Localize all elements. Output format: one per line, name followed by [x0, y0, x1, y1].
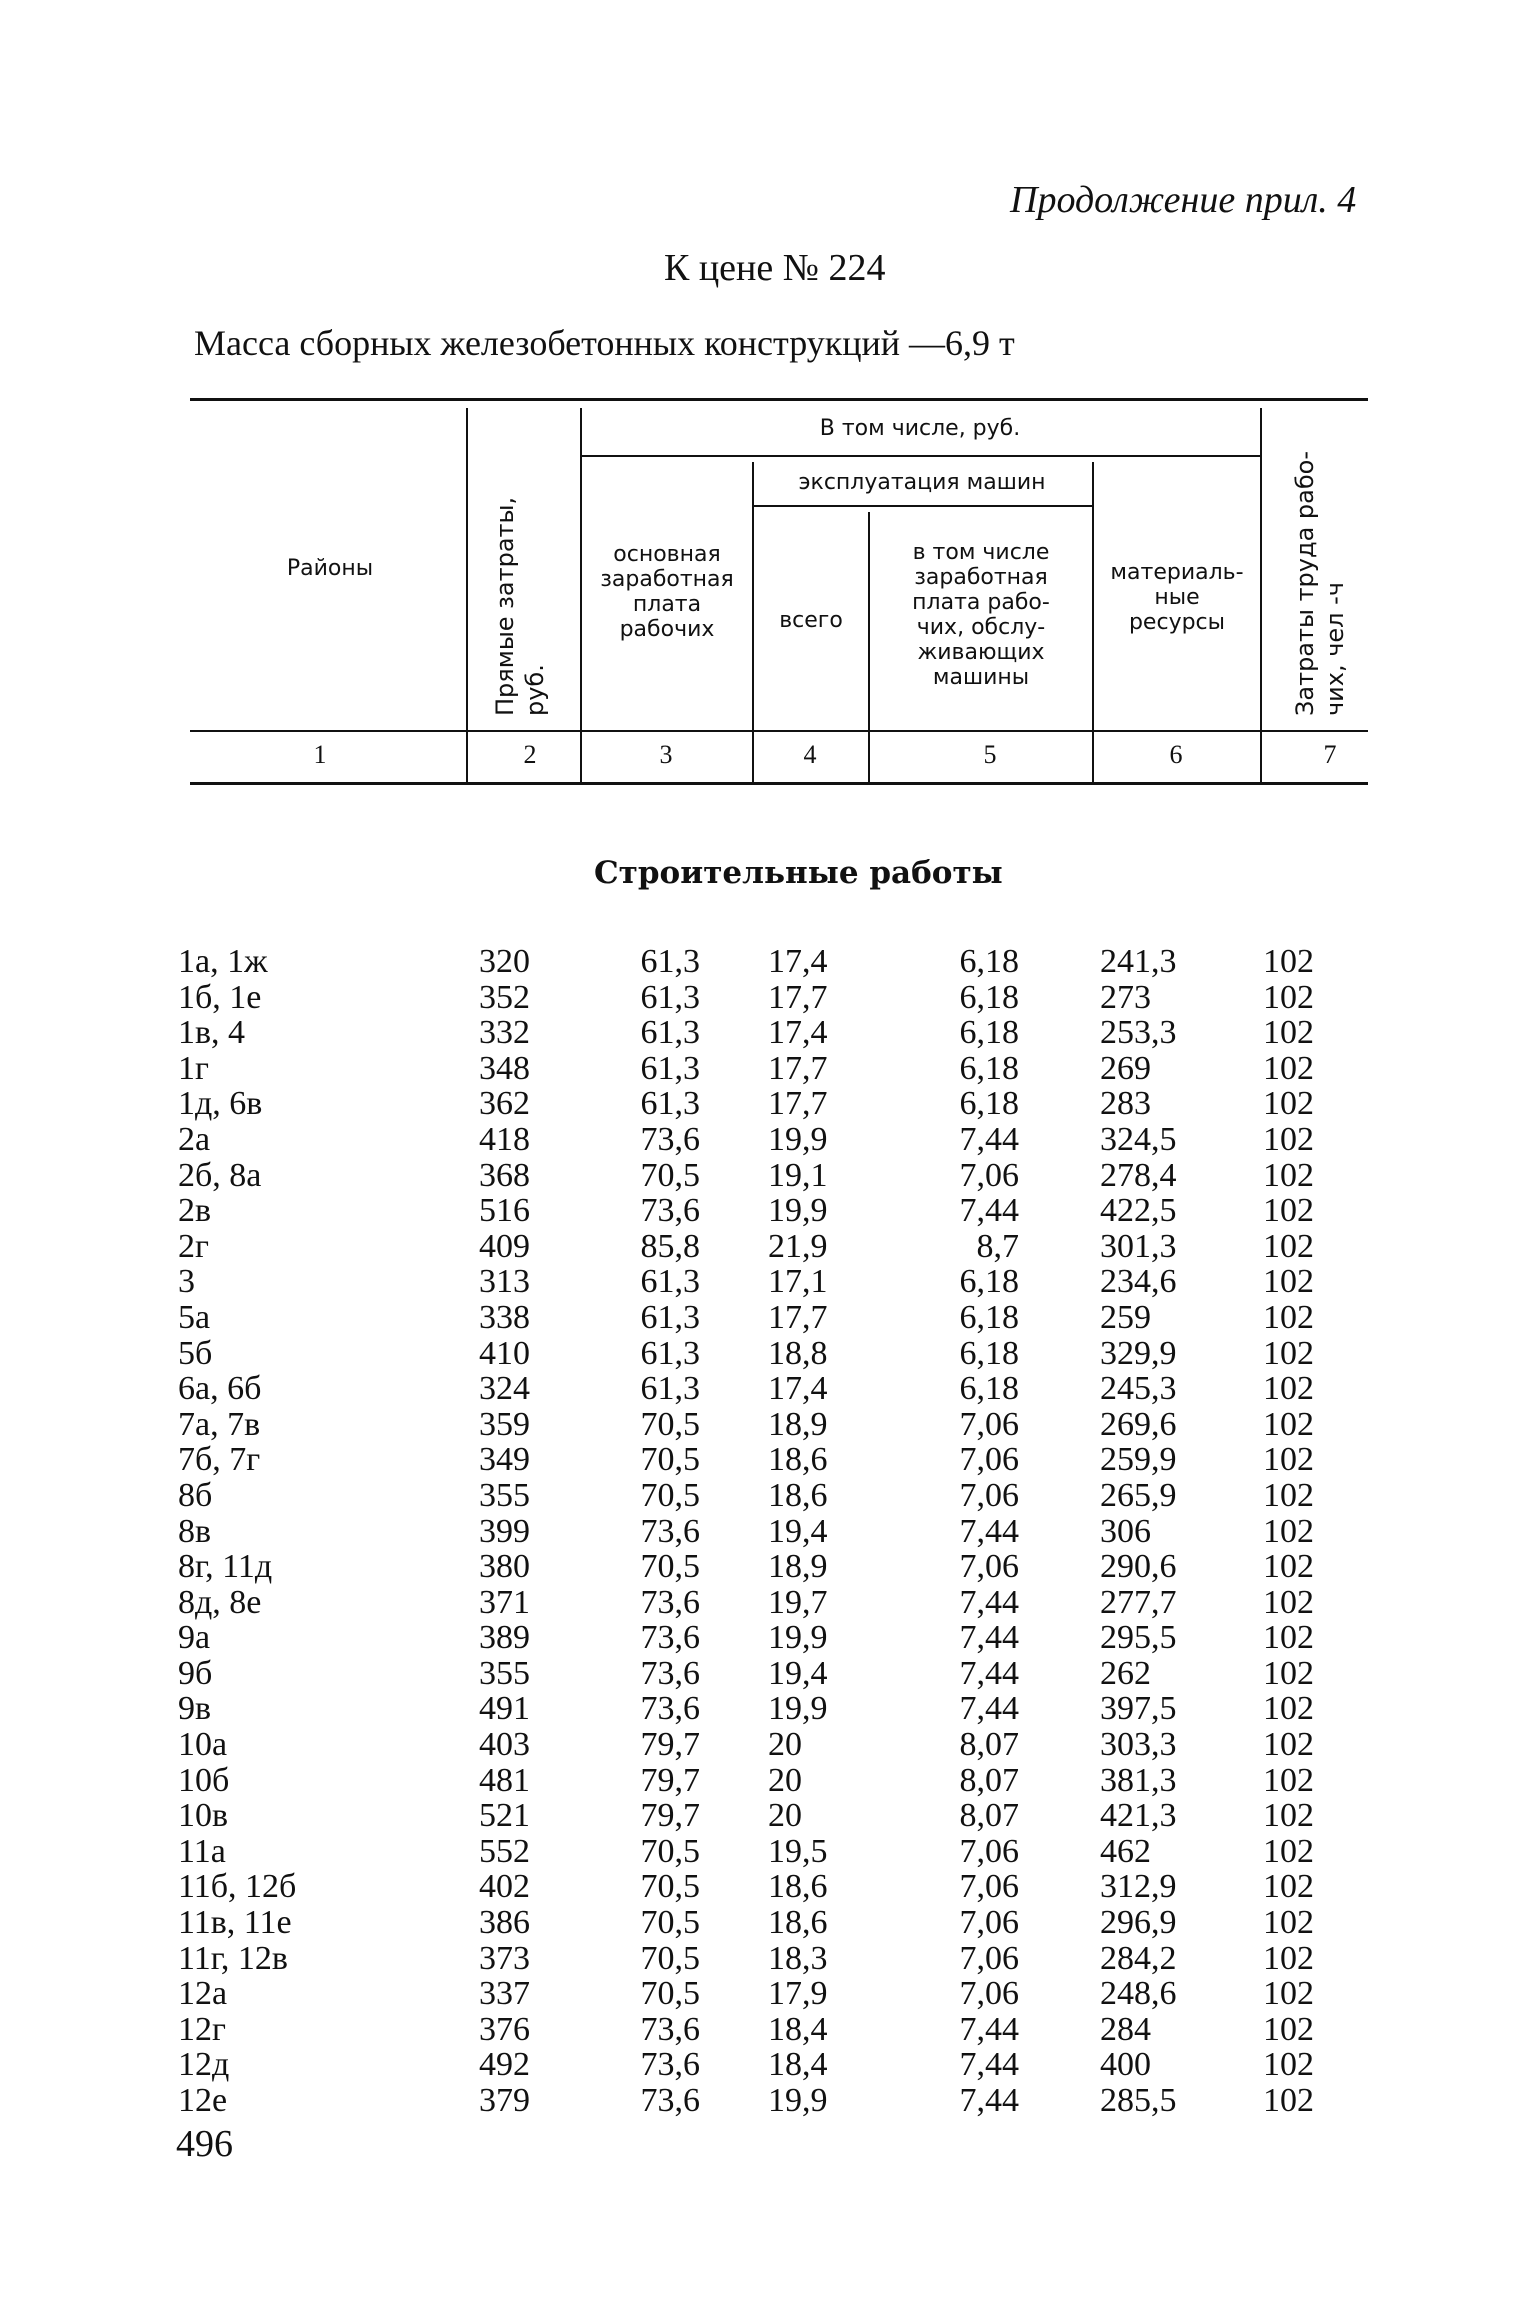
cell-labor: 102	[1263, 1939, 1314, 1977]
header-direct-costs: Прямые затраты, руб.	[491, 496, 549, 716]
cell-labor: 102	[1263, 1512, 1314, 1550]
cell-machine-wage: 8,07	[959, 1797, 1019, 1835]
cell-machine-wage: 7,06	[959, 1904, 1019, 1942]
cell-region: 12д	[178, 2046, 230, 2084]
cell-machine-wage: 6,18	[959, 1085, 1019, 1123]
table-row	[0, 1371, 1520, 1407]
cell-material: 329,9	[1100, 1334, 1177, 1372]
cell-machine-wage: 7,06	[959, 1548, 1019, 1586]
table-row	[0, 1869, 1520, 1905]
cell-base-wage: 61,3	[640, 978, 700, 1016]
table-top-rule	[190, 398, 1368, 401]
header-regions: Районы	[286, 556, 374, 581]
table-row	[0, 1193, 1520, 1229]
cell-labor: 102	[1263, 1156, 1314, 1194]
cell-base-wage: 70,5	[640, 1868, 700, 1906]
table-row	[0, 1798, 1520, 1834]
cell-base-wage: 61,3	[640, 943, 700, 980]
cell-base-wage: 61,3	[640, 1298, 700, 1336]
cell-direct-costs: 376	[479, 2010, 530, 2048]
cell-base-wage: 70,5	[640, 1904, 700, 1942]
cell-region: 12г	[178, 2010, 226, 2048]
cell-direct-costs: 389	[479, 1619, 530, 1657]
divider-1	[466, 408, 468, 782]
cell-labor: 102	[1263, 1405, 1314, 1443]
cell-direct-costs: 337	[479, 1975, 530, 2013]
cell-machines-total: 17,7	[768, 1049, 828, 1087]
cell-machines-total: 21,9	[768, 1227, 828, 1265]
cell-base-wage: 79,7	[640, 1797, 700, 1835]
divider-6	[1260, 408, 1262, 782]
cell-labor: 102	[1263, 1441, 1314, 1479]
cell-labor: 102	[1263, 1583, 1314, 1621]
cell-machine-wage: 7,06	[959, 1405, 1019, 1443]
cell-base-wage: 85,8	[640, 1227, 700, 1265]
cell-labor: 102	[1263, 1476, 1314, 1514]
cell-region: 1д, 6в	[178, 1085, 263, 1123]
table-row	[0, 1620, 1520, 1656]
cell-direct-costs: 481	[479, 1761, 530, 1799]
cell-region: 9а	[178, 1619, 211, 1657]
cell-machines-total: 19,9	[768, 1192, 828, 1230]
table-row	[0, 1834, 1520, 1870]
cell-material: 306	[1100, 1512, 1151, 1550]
cell-region: 1б, 1е	[178, 978, 262, 1016]
numbers-bottom-rule	[190, 782, 1368, 785]
cell-labor: 102	[1263, 1797, 1314, 1835]
table-row	[0, 1478, 1520, 1514]
cell-direct-costs: 491	[479, 1690, 530, 1728]
cell-direct-costs: 359	[479, 1405, 530, 1443]
col-number-4: 4	[803, 740, 817, 769]
cell-machine-wage: 7,44	[959, 2010, 1019, 2048]
cell-material: 241,3	[1100, 943, 1177, 980]
cell-direct-costs: 516	[479, 1192, 530, 1230]
cell-direct-costs: 403	[479, 1726, 530, 1764]
cell-machine-wage: 7,44	[959, 1690, 1019, 1728]
cell-direct-costs: 402	[479, 1868, 530, 1906]
cell-labor: 102	[1263, 1085, 1314, 1123]
header-bottom-rule	[190, 730, 1368, 732]
cell-direct-costs: 379	[479, 2082, 530, 2119]
page-number: 496	[176, 2123, 233, 2165]
cell-labor: 102	[1263, 1868, 1314, 1906]
cell-material: 269,6	[1100, 1405, 1177, 1443]
cell-machine-wage: 6,18	[959, 978, 1019, 1016]
cell-machines-total: 19,9	[768, 1120, 828, 1158]
table-row	[0, 1051, 1520, 1087]
cell-labor: 102	[1263, 1975, 1314, 2013]
cell-region: 3	[178, 1263, 195, 1301]
cell-labor: 102	[1263, 1192, 1314, 1230]
header-group-machines: эксплуатация машин	[798, 470, 1046, 495]
cell-material: 290,6	[1100, 1548, 1177, 1586]
table-row	[0, 1264, 1520, 1300]
cell-machine-wage: 6,18	[959, 1014, 1019, 1052]
cell-machines-total: 19,7	[768, 1583, 828, 1621]
cell-base-wage: 70,5	[640, 1548, 700, 1586]
cell-region: 8б	[178, 1476, 213, 1514]
cell-material: 397,5	[1100, 1690, 1177, 1728]
cell-base-wage: 70,5	[640, 1939, 700, 1977]
cell-machine-wage: 7,06	[959, 1832, 1019, 1870]
table-row	[0, 1585, 1520, 1621]
cell-direct-costs: 338	[479, 1298, 530, 1336]
section-title: Строительные работы	[594, 855, 1003, 891]
cell-machine-wage: 8,07	[959, 1761, 1019, 1799]
col-number-3: 3	[659, 740, 673, 769]
cell-labor: 102	[1263, 1049, 1314, 1087]
cell-direct-costs: 362	[479, 1085, 530, 1123]
cell-base-wage: 73,6	[640, 1512, 700, 1550]
cell-labor: 102	[1263, 1014, 1314, 1052]
cell-material: 312,9	[1100, 1868, 1177, 1906]
cell-machine-wage: 7,44	[959, 1120, 1019, 1158]
col-number-6: 6	[1169, 740, 1183, 769]
table-row	[0, 1976, 1520, 2012]
cell-material: 273	[1100, 978, 1151, 1016]
cell-material: 296,9	[1100, 1904, 1177, 1942]
cell-machines-total: 18,4	[768, 2046, 828, 2084]
cell-material: 259,9	[1100, 1441, 1177, 1479]
cell-direct-costs: 324	[479, 1370, 530, 1408]
cell-direct-costs: 355	[479, 1654, 530, 1692]
cell-material: 295,5	[1100, 1619, 1177, 1657]
cell-region: 11в, 11е	[178, 1904, 292, 1942]
cell-material: 248,6	[1100, 1975, 1177, 2013]
table-row	[0, 1763, 1520, 1799]
cell-region: 5а	[178, 1298, 211, 1336]
mass-line: Масса сборных железобетонных конструкций —6,9 т	[194, 323, 1015, 363]
cell-direct-costs: 371	[479, 1583, 530, 1621]
cell-material: 278,4	[1100, 1156, 1177, 1194]
cell-machines-total: 19,5	[768, 1832, 828, 1870]
cell-labor: 102	[1263, 1832, 1314, 1870]
cell-region: 10в	[178, 1797, 229, 1835]
cell-region: 1а, 1ж	[178, 943, 268, 980]
cell-labor: 102	[1263, 1654, 1314, 1692]
table-row	[0, 1442, 1520, 1478]
cell-region: 11а	[178, 1832, 226, 1870]
price-title: К цене № 224	[664, 247, 886, 289]
cell-material: 265,9	[1100, 1476, 1177, 1514]
cell-material: 303,3	[1100, 1726, 1177, 1764]
cell-labor: 102	[1263, 1690, 1314, 1728]
cell-machines-total: 17,4	[768, 1370, 828, 1408]
header-labor-costs: Затраты труда рабо- чих, чел -ч	[1291, 450, 1349, 716]
cell-direct-costs: 552	[479, 1832, 530, 1870]
cell-labor: 102	[1263, 1334, 1314, 1372]
header-machine-wage: в том числе заработная плата рабо- чих, обслу- живающих машины	[912, 540, 1050, 690]
continuation-note: Продолжение прил. 4	[1010, 179, 1357, 221]
header-material: материаль- ные ресурсы	[1110, 560, 1244, 635]
cell-machines-total: 18,9	[768, 1548, 828, 1586]
cell-machines-total: 17,7	[768, 978, 828, 1016]
cell-direct-costs: 320	[479, 943, 530, 980]
cell-machines-total: 19,9	[768, 1619, 828, 1657]
cell-machines-total: 17,4	[768, 1014, 828, 1052]
cell-material: 462	[1100, 1832, 1151, 1870]
cell-machines-total: 17,1	[768, 1263, 828, 1301]
cell-machines-total: 20	[768, 1761, 802, 1799]
table-row	[0, 1015, 1520, 1051]
cell-machine-wage: 7,06	[959, 1476, 1019, 1514]
cell-region: 2а	[178, 1120, 211, 1158]
cell-base-wage: 70,5	[640, 1975, 700, 2013]
cell-machine-wage: 6,18	[959, 943, 1019, 980]
cell-direct-costs: 410	[479, 1334, 530, 1372]
table-row	[0, 944, 1520, 980]
cell-region: 5б	[178, 1334, 213, 1372]
cell-machine-wage: 8,7	[976, 1227, 1019, 1265]
table-row	[0, 1229, 1520, 1265]
cell-direct-costs: 373	[479, 1939, 530, 1977]
cell-labor: 102	[1263, 1120, 1314, 1158]
cell-labor: 102	[1263, 1548, 1314, 1586]
cell-region: 8в	[178, 1512, 212, 1550]
cell-machine-wage: 7,44	[959, 1512, 1019, 1550]
cell-direct-costs: 368	[479, 1156, 530, 1194]
cell-base-wage: 61,3	[640, 1334, 700, 1372]
col-number-2: 2	[523, 740, 537, 769]
cell-labor: 102	[1263, 2082, 1314, 2119]
cell-labor: 102	[1263, 978, 1314, 1016]
cell-direct-costs: 348	[479, 1049, 530, 1087]
cell-machines-total: 18,8	[768, 1334, 828, 1372]
table-row	[0, 2012, 1520, 2048]
cell-material: 324,5	[1100, 1120, 1177, 1158]
cell-labor: 102	[1263, 1370, 1314, 1408]
cell-material: 253,3	[1100, 1014, 1177, 1052]
cell-machine-wage: 7,06	[959, 1868, 1019, 1906]
cell-direct-costs: 409	[479, 1227, 530, 1265]
table-row	[0, 1086, 1520, 1122]
cell-machine-wage: 7,06	[959, 1975, 1019, 2013]
cell-labor: 102	[1263, 1227, 1314, 1265]
cell-material: 421,3	[1100, 1797, 1177, 1835]
cell-machines-total: 20	[768, 1726, 802, 1764]
cell-region: 10б	[178, 1761, 230, 1799]
cell-labor: 102	[1263, 2010, 1314, 2048]
cell-machines-total: 18,6	[768, 1441, 828, 1479]
cell-machines-total: 18,6	[768, 1904, 828, 1942]
col-number-1: 1	[313, 740, 327, 769]
table-row	[0, 2047, 1520, 2083]
cell-machine-wage: 7,44	[959, 1192, 1019, 1230]
cell-base-wage: 70,5	[640, 1476, 700, 1514]
table-row	[0, 1656, 1520, 1692]
table-row	[0, 980, 1520, 1016]
cell-material: 259	[1100, 1298, 1151, 1336]
cell-material: 381,3	[1100, 1761, 1177, 1799]
cell-labor: 102	[1263, 1263, 1314, 1301]
cell-base-wage: 73,6	[640, 2046, 700, 2084]
table-row	[0, 1549, 1520, 1585]
cell-region: 6а, 6б	[178, 1370, 262, 1408]
cell-machines-total: 17,7	[768, 1298, 828, 1336]
cell-machines-total: 20	[768, 1797, 802, 1835]
cell-machines-total: 17,4	[768, 943, 828, 980]
table-row	[0, 2083, 1520, 2119]
cell-direct-costs: 386	[479, 1904, 530, 1942]
cell-region: 2г	[178, 1227, 209, 1265]
cell-machines-total: 18,6	[768, 1476, 828, 1514]
cell-base-wage: 73,6	[640, 1583, 700, 1621]
cell-direct-costs: 349	[479, 1441, 530, 1479]
cell-machine-wage: 7,44	[959, 1619, 1019, 1657]
table-row	[0, 1300, 1520, 1336]
cell-labor: 102	[1263, 1298, 1314, 1336]
cell-base-wage: 61,3	[640, 1370, 700, 1408]
cell-region: 11г, 12в	[178, 1939, 288, 1977]
cell-labor: 102	[1263, 2046, 1314, 2084]
cell-base-wage: 61,3	[640, 1085, 700, 1123]
cell-base-wage: 70,5	[640, 1405, 700, 1443]
cell-direct-costs: 313	[479, 1263, 530, 1301]
cell-direct-costs: 418	[479, 1120, 530, 1158]
cell-material: 277,7	[1100, 1583, 1177, 1621]
cell-machines-total: 18,9	[768, 1405, 828, 1443]
cell-material: 422,5	[1100, 1192, 1177, 1230]
cell-machine-wage: 7,06	[959, 1441, 1019, 1479]
header-group-including: В том числе, руб.	[819, 416, 1021, 441]
cell-region: 2в	[178, 1192, 212, 1230]
cell-direct-costs: 380	[479, 1548, 530, 1586]
table-row	[0, 1691, 1520, 1727]
cell-base-wage: 73,6	[640, 1120, 700, 1158]
cell-machine-wage: 6,18	[959, 1263, 1019, 1301]
col-number-7: 7	[1323, 740, 1337, 769]
col-number-5: 5	[983, 740, 997, 769]
cell-region: 10а	[178, 1726, 228, 1764]
cell-machine-wage: 6,18	[959, 1298, 1019, 1336]
cell-region: 11б, 12б	[178, 1868, 297, 1906]
table-row	[0, 1727, 1520, 1763]
cell-region: 9б	[178, 1654, 213, 1692]
cell-region: 8д, 8е	[178, 1583, 262, 1621]
cell-machine-wage: 7,44	[959, 1654, 1019, 1692]
table-row	[0, 1941, 1520, 1977]
cell-material: 269	[1100, 1049, 1151, 1087]
cell-labor: 102	[1263, 1726, 1314, 1764]
table-row	[0, 1905, 1520, 1941]
cell-material: 400	[1100, 2046, 1151, 2084]
cell-material: 301,3	[1100, 1227, 1177, 1265]
cell-direct-costs: 492	[479, 2046, 530, 2084]
cell-labor: 102	[1263, 1761, 1314, 1799]
cell-labor: 102	[1263, 943, 1314, 980]
cell-direct-costs: 352	[479, 978, 530, 1016]
cell-machines-total: 18,4	[768, 2010, 828, 2048]
cell-machine-wage: 7,44	[959, 1583, 1019, 1621]
cell-region: 8г, 11д	[178, 1548, 273, 1586]
header-machines-total: всего	[779, 608, 843, 633]
cell-material: 284	[1100, 2010, 1151, 2048]
cell-machine-wage: 7,44	[959, 2082, 1019, 2119]
cell-base-wage: 79,7	[640, 1761, 700, 1799]
cell-region: 1г	[178, 1049, 209, 1087]
table-row	[0, 1336, 1520, 1372]
cell-base-wage: 73,6	[640, 2010, 700, 2048]
group-machines-rule	[752, 505, 1092, 507]
cell-direct-costs: 332	[479, 1014, 530, 1052]
cell-base-wage: 73,6	[640, 2082, 700, 2119]
cell-material: 245,3	[1100, 1370, 1177, 1408]
header-base-wage: основная заработная плата рабочих	[600, 542, 734, 642]
cell-machines-total: 19,4	[768, 1512, 828, 1550]
cell-machines-total: 17,9	[768, 1975, 828, 2013]
cell-machine-wage: 7,44	[959, 2046, 1019, 2084]
cell-machines-total: 19,9	[768, 1690, 828, 1728]
table-row	[0, 1122, 1520, 1158]
cell-material: 285,5	[1100, 2082, 1177, 2119]
cell-region: 2б, 8а	[178, 1156, 262, 1194]
cell-base-wage: 70,5	[640, 1156, 700, 1194]
cell-machines-total: 19,9	[768, 2082, 828, 2119]
cell-direct-costs: 355	[479, 1476, 530, 1514]
group-including-rule	[580, 455, 1260, 457]
cell-machines-total: 19,1	[768, 1156, 828, 1194]
cell-material: 283	[1100, 1085, 1151, 1123]
cell-material: 234,6	[1100, 1263, 1177, 1301]
table-row	[0, 1407, 1520, 1443]
cell-base-wage: 73,6	[640, 1192, 700, 1230]
cell-region: 12а	[178, 1975, 228, 2013]
cell-machines-total: 18,3	[768, 1939, 828, 1977]
table-row	[0, 1158, 1520, 1194]
cell-machine-wage: 6,18	[959, 1049, 1019, 1087]
cell-machine-wage: 8,07	[959, 1726, 1019, 1764]
table-row	[0, 1514, 1520, 1550]
cell-region: 12е	[178, 2082, 228, 2119]
cell-machine-wage: 6,18	[959, 1370, 1019, 1408]
cell-direct-costs: 399	[479, 1512, 530, 1550]
cell-machines-total: 19,4	[768, 1654, 828, 1692]
cell-base-wage: 61,3	[640, 1263, 700, 1301]
cell-base-wage: 70,5	[640, 1441, 700, 1479]
cell-base-wage: 73,6	[640, 1690, 700, 1728]
cell-region: 1в, 4	[178, 1014, 246, 1052]
cell-machine-wage: 7,06	[959, 1939, 1019, 1977]
cell-region: 7б, 7г	[178, 1441, 261, 1479]
cell-labor: 102	[1263, 1619, 1314, 1657]
cell-region: 9в	[178, 1690, 212, 1728]
cell-base-wage: 73,6	[640, 1619, 700, 1657]
cell-labor: 102	[1263, 1904, 1314, 1942]
cell-base-wage: 61,3	[640, 1014, 700, 1052]
cell-material: 284,2	[1100, 1939, 1177, 1977]
cell-base-wage: 61,3	[640, 1049, 700, 1087]
cell-machines-total: 17,7	[768, 1085, 828, 1123]
cell-base-wage: 70,5	[640, 1832, 700, 1870]
table-body	[0, 944, 1520, 2119]
cell-base-wage: 73,6	[640, 1654, 700, 1692]
cell-region: 7а, 7в	[178, 1405, 261, 1443]
cell-machine-wage: 6,18	[959, 1334, 1019, 1372]
cell-machine-wage: 7,06	[959, 1156, 1019, 1194]
cell-material: 262	[1100, 1654, 1151, 1692]
cell-base-wage: 79,7	[640, 1726, 700, 1764]
cell-direct-costs: 521	[479, 1797, 530, 1835]
cell-machines-total: 18,6	[768, 1868, 828, 1906]
